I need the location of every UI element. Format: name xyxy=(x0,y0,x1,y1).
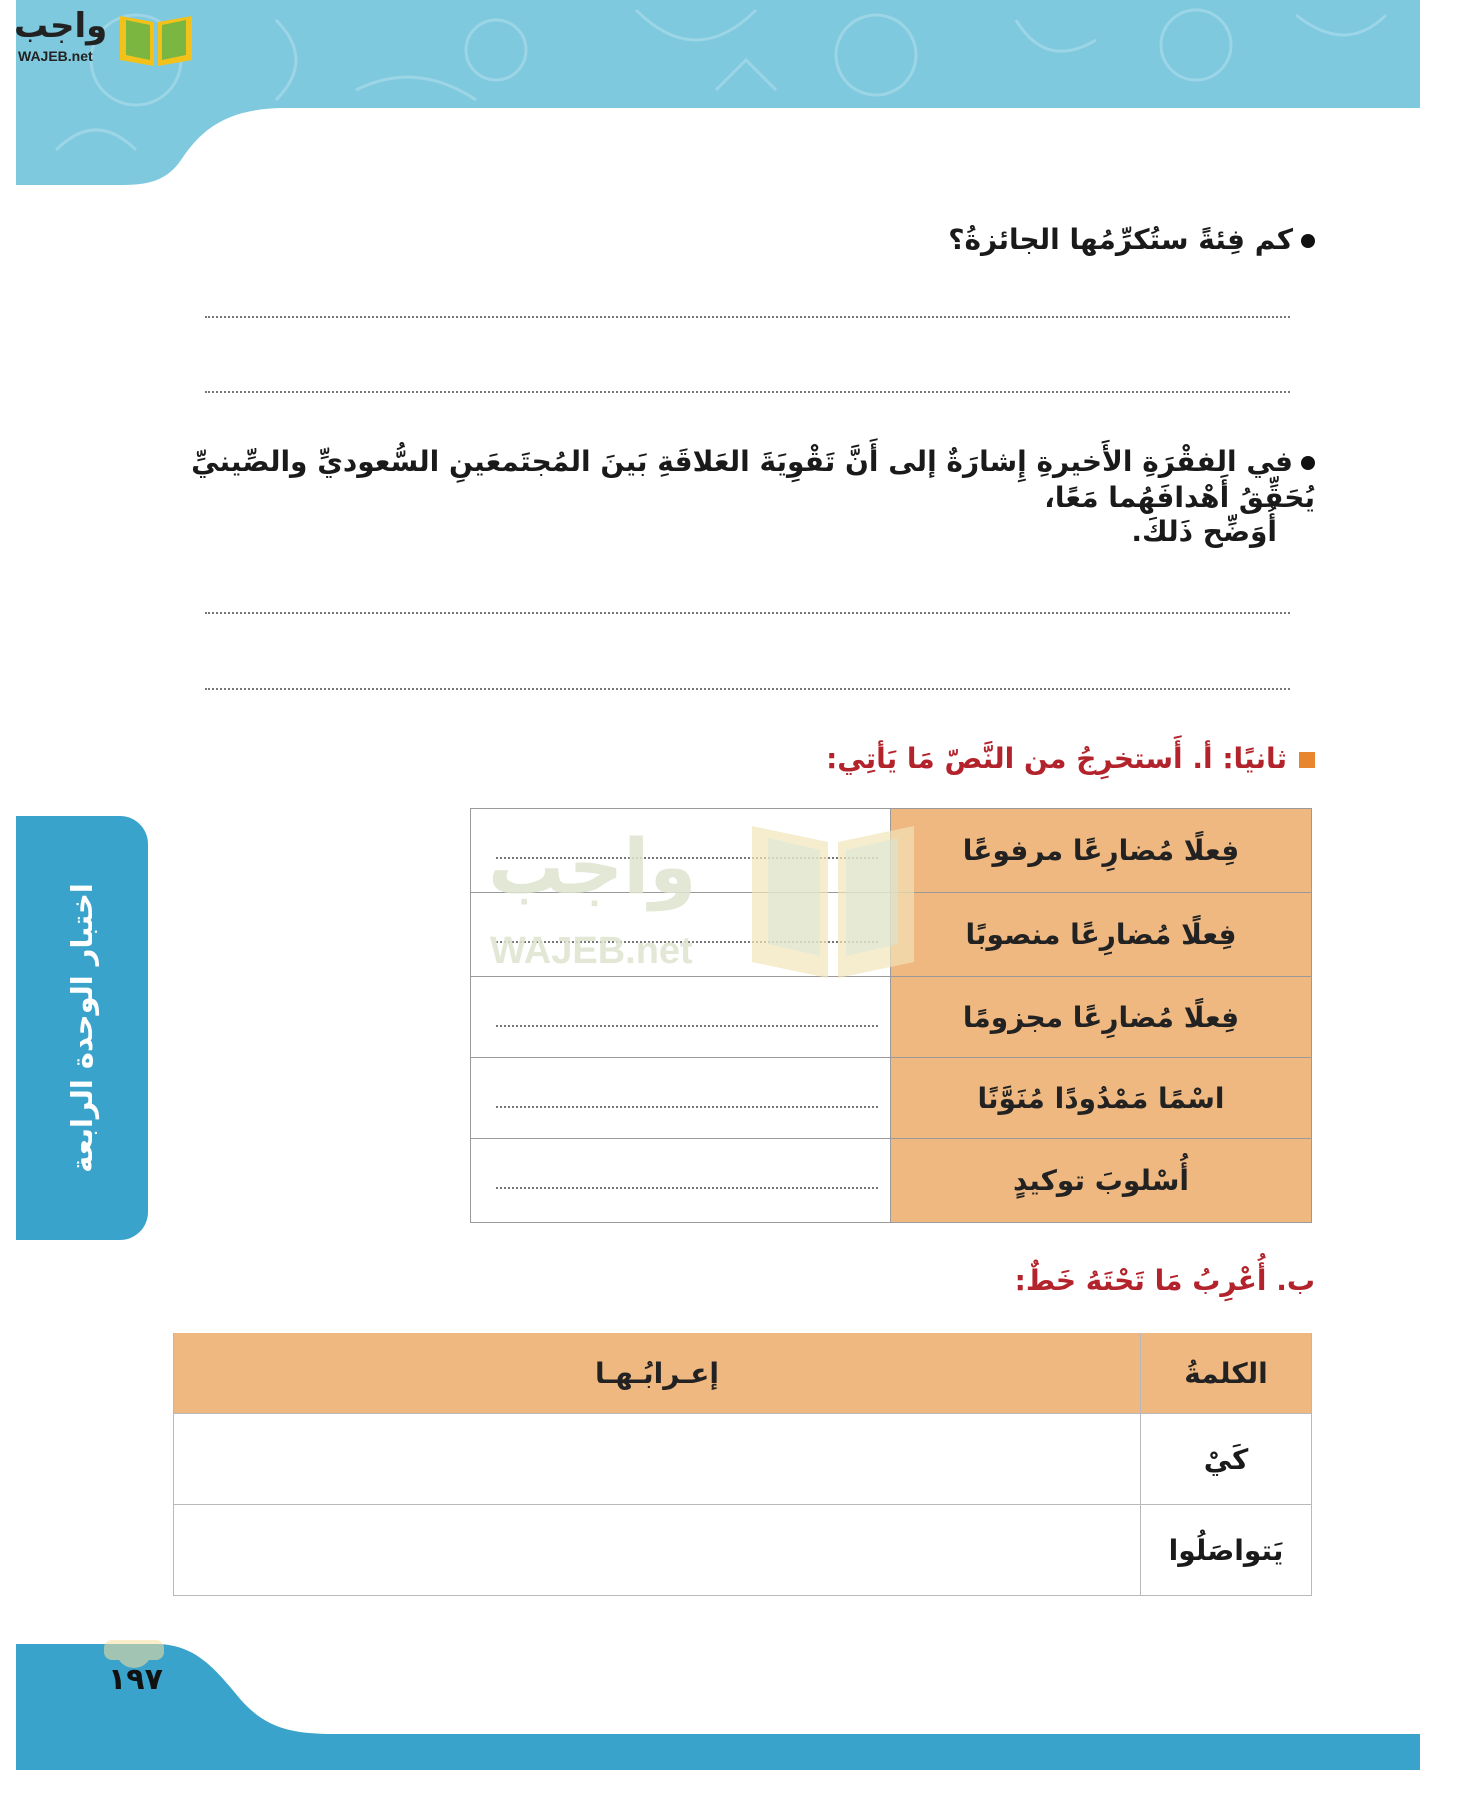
row-label: أُسْلوبَ توكيدٍ xyxy=(891,1139,1312,1223)
parse-cell[interactable] xyxy=(174,1505,1141,1596)
answer-cell[interactable] xyxy=(471,977,891,1058)
question-2-line2: أُوَضِّح ذَلكَ. xyxy=(1131,515,1277,548)
word-cell: يَتواصَلُوا xyxy=(1141,1505,1312,1596)
row-label: فِعلًا مُضارِعًا مجزومًا xyxy=(891,977,1312,1058)
row-label: اسْمًا مَمْدُودًا مُنَوَّنًا xyxy=(891,1058,1312,1139)
unit-side-tab xyxy=(16,816,148,1240)
logo-latin: WAJEB.net xyxy=(18,48,93,64)
section-b-heading: ب. أُعْرِبُ مَا تَحْتَهُ خَطٌ: xyxy=(1014,1264,1315,1297)
row-label: فِعلًا مُضارِعًا منصوبًا xyxy=(891,893,1312,977)
section-2-heading xyxy=(826,742,1315,775)
answer-line[interactable] xyxy=(205,688,1290,690)
book-icon xyxy=(116,8,196,68)
table-row xyxy=(174,1505,1312,1596)
square-bullet-icon xyxy=(1299,752,1315,768)
row-label: فِعلًا مُضارِعًا مرفوعًا xyxy=(891,809,1312,893)
logo-arabic: واجب xyxy=(14,6,108,46)
table-row xyxy=(174,1414,1312,1505)
watermark xyxy=(480,810,930,980)
page-number: ١٩٧ xyxy=(108,1662,163,1697)
section-2-title: ثانيًا: أ. أَستخرِجُ من النَّصّ مَا يَأتِي: xyxy=(826,742,1287,775)
col-word-header: الكلمةُ xyxy=(1141,1333,1312,1414)
watermark-latin: WAJEB.net xyxy=(490,930,693,972)
question-1-text: كم فِئةً ستُكرِّمُها الجائزةُ؟ xyxy=(948,223,1293,256)
watermark-arabic: واجب xyxy=(488,822,697,911)
answer-line[interactable] xyxy=(205,316,1290,318)
table-row xyxy=(471,1058,1312,1139)
bullet-icon xyxy=(1301,234,1315,248)
word-cell: كَيْ xyxy=(1141,1414,1312,1505)
table-header-row xyxy=(174,1333,1312,1414)
side-tab-label: اختبار الوحدة الرابعة xyxy=(65,883,99,1173)
header-band xyxy=(16,0,1420,185)
answer-cell[interactable] xyxy=(471,1058,891,1139)
table-row xyxy=(471,1139,1312,1223)
wajeb-logo[interactable] xyxy=(10,6,190,66)
col-parse-header: إعـرابُـهـا xyxy=(174,1333,1141,1414)
question-1 xyxy=(948,222,1315,258)
parse-table xyxy=(173,1333,1312,1596)
answer-cell[interactable] xyxy=(471,1139,891,1223)
watermark-book-icon xyxy=(748,816,918,981)
question-2 xyxy=(135,444,1315,517)
parse-cell[interactable] xyxy=(174,1414,1141,1505)
answer-line[interactable] xyxy=(205,612,1290,614)
question-2-line1: في الفقْرَةِ الأَخيرةِ إِشارَةٌ إلى أَنَّ تَقْوِيَةَ العَلاقَةِ بَينَ المُجتَمعَينِ السُّعوديِّ والصِّينيِّ يُحَقِّقُ أَهْدافَهُما مَعًا، xyxy=(191,445,1315,515)
answer-line[interactable] xyxy=(205,391,1290,393)
table-row xyxy=(471,977,1312,1058)
bullet-icon xyxy=(1301,456,1315,470)
